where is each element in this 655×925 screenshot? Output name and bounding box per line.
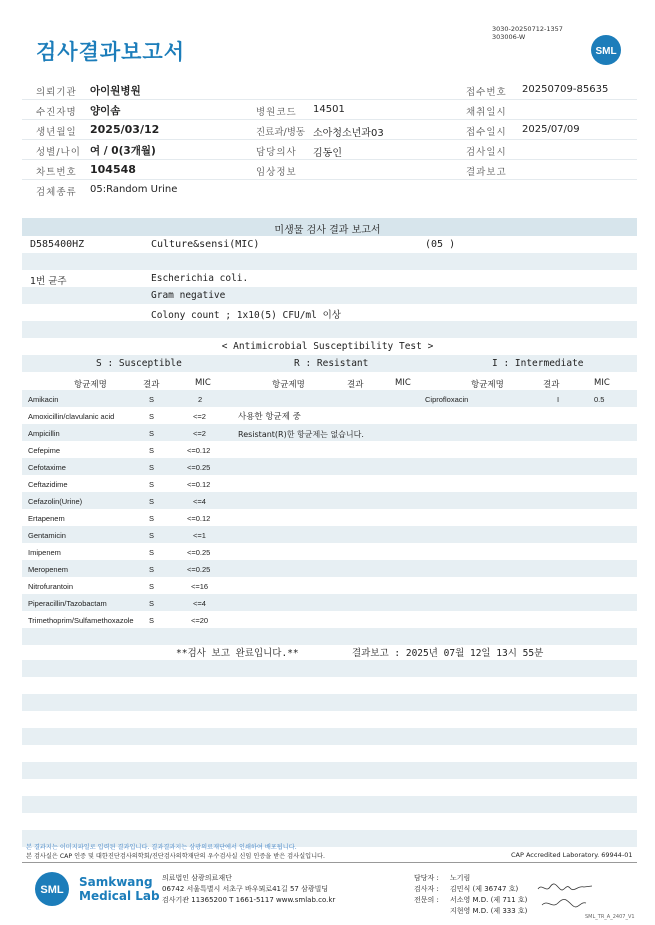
drug-mic: <=0.12 <box>187 480 211 489</box>
tester-label: 검사자 : <box>414 885 439 893</box>
drug-mic: 0.5 <box>594 395 605 404</box>
drug-mic: <=0.25 <box>187 463 211 472</box>
blank-band <box>22 728 637 745</box>
resistance-note-line-2: Resistant(R)한 항균제는 없습니다. <box>238 430 364 439</box>
drug-name: Ciprofloxacin <box>425 395 469 404</box>
birth-value: 2025/03/12 <box>90 123 160 136</box>
sml-logo <box>590 34 622 66</box>
gram-stain: Gram negative <box>151 290 226 301</box>
chart-value: 104548 <box>90 163 136 176</box>
col-mic-header: MIC <box>395 378 411 388</box>
dept-label: 진료과/병동 <box>256 127 306 138</box>
test-suffix: (05 ) <box>425 239 456 250</box>
drug-result: S <box>149 429 155 438</box>
drug-name: Cefotaxime <box>28 463 66 472</box>
specialist-label: 전문의 : <box>414 896 439 904</box>
drug-name: Amikacin <box>28 395 59 404</box>
info-row-5 <box>22 160 637 180</box>
info-row-4 <box>22 140 637 160</box>
drug-name: Meropenem <box>28 565 69 574</box>
row-band <box>22 594 637 611</box>
form-code: SML_TR_A_2407_V1 <box>585 914 635 920</box>
drug-name: Ertapenem <box>28 514 65 523</box>
legend-susceptible: S : Susceptible <box>96 358 182 369</box>
org-name: 의료법인 삼광의료재단 <box>162 874 232 882</box>
test-name: Culture&sensi(MIC) <box>151 239 260 250</box>
drug-mic: <=16 <box>191 582 209 591</box>
blank-band <box>22 762 637 779</box>
report-label: 결과보고 <box>466 167 507 178</box>
drug-result: S <box>149 582 155 591</box>
blank-band <box>22 321 637 338</box>
blank-band <box>22 660 637 677</box>
staff-name: 노기림 <box>450 874 471 882</box>
drug-result: S <box>149 480 155 489</box>
document-code-line-1: 3030-20250712-1357 <box>492 25 563 33</box>
patient-label: 수진자명 <box>36 107 77 118</box>
col-result-header: 결과 <box>347 380 364 390</box>
receipt-no-label: 접수번호 <box>466 87 507 98</box>
row-band <box>22 628 637 645</box>
col-result-header: 결과 <box>543 380 560 390</box>
drug-mic: 2 <box>198 395 203 404</box>
institution-value: 아이원병원 <box>90 85 141 97</box>
col-mic-header: MIC <box>195 378 211 388</box>
row-band <box>22 492 637 509</box>
drug-result: S <box>149 395 155 404</box>
blank-band <box>22 796 637 813</box>
drug-name: Cefepime <box>28 446 61 455</box>
test-datetime-label: 검사일시 <box>466 147 507 158</box>
row-band <box>22 390 637 407</box>
drug-mic: <=20 <box>191 616 209 625</box>
organism-name: Escherichia coli. <box>151 273 249 284</box>
drug-name: Trimethoprim/Sulfamethoxazole <box>28 616 134 625</box>
section-title: 미생물 검사 결과 보고서 <box>274 225 381 236</box>
drug-result: S <box>149 463 155 472</box>
doctor-label: 담당의사 <box>256 147 297 158</box>
drug-result: S <box>149 548 155 557</box>
drug-mic: <=0.25 <box>187 548 211 557</box>
birth-label: 생년월일 <box>36 127 77 138</box>
specimen-value: 05:Random Urine <box>90 184 178 195</box>
info-row-1 <box>22 80 637 100</box>
drug-mic: <=0.12 <box>187 446 211 455</box>
colony-count: Colony count ; 1x10(5) CFU/ml 이상 <box>151 310 341 321</box>
drug-mic: <=2 <box>193 412 206 421</box>
company-name-line-2: Medical Lab <box>79 889 160 903</box>
info-row-2 <box>22 100 637 120</box>
received-label: 접수일시 <box>466 127 507 138</box>
drug-name: Amoxicillin/clavulanic acid <box>28 412 115 421</box>
legend-resistant: R : Resistant <box>294 358 369 369</box>
footer-notice-2: 본 검사실은 CAP 인증 및 대한진단검사의학회/진단검사의학재단의 우수검사실 신임 인증을 받은 검사실입니다. <box>26 853 325 860</box>
drug-result: S <box>149 531 155 540</box>
drug-name: Ceftazidime <box>28 480 68 489</box>
staff-label: 담당자 : <box>414 874 439 882</box>
signature-image <box>536 879 596 915</box>
row-band <box>22 560 637 577</box>
sml-logo-text: SML <box>595 46 617 57</box>
chart-label: 차트번호 <box>36 167 77 178</box>
drug-result: S <box>149 565 155 574</box>
drug-name: Cefazolin(Urine) <box>28 497 83 506</box>
sml-footer-logo-text: SML <box>40 884 64 896</box>
sex-age-value: 여 / 0(3개월) <box>90 145 156 157</box>
document-code-line-2: 303006-W <box>492 33 526 41</box>
resistance-note-line-1: 사용한 항균제 중 <box>238 412 301 422</box>
test-code: D585400HZ <box>30 239 85 250</box>
institution-label: 의뢰기관 <box>36 87 77 98</box>
drug-mic: <=4 <box>193 497 206 506</box>
footer-divider <box>22 862 637 863</box>
drug-mic: <=4 <box>193 599 206 608</box>
specimen-label: 검체종류 <box>36 187 77 198</box>
drug-name: Nitrofurantoin <box>28 582 74 591</box>
drug-result: S <box>149 514 155 523</box>
drug-result: S <box>149 412 155 421</box>
collection-label: 채취일시 <box>466 107 507 118</box>
company-name <box>79 875 160 903</box>
col-mic-header: MIC <box>594 378 610 388</box>
drug-mic: <=0.25 <box>187 565 211 574</box>
col-drug-header: 항균제명 <box>74 380 107 390</box>
info-row-6 <box>22 180 637 200</box>
organism-label: 1번 균주 <box>30 276 67 287</box>
receipt-no-value: 20250709-85635 <box>522 84 609 95</box>
col-drug-header: 항균제명 <box>272 380 305 390</box>
page-title: 검사결과보고서 <box>36 40 186 64</box>
specialist-name-1: 서소영 M.D. (제 711 호) <box>450 896 528 904</box>
report-complete: **검사 보고 완료입니다.** <box>176 648 299 659</box>
tester-name: 김민식 (제 36747 호) <box>450 885 519 893</box>
row-band <box>22 526 637 543</box>
drug-name: Ampicillin <box>28 429 60 438</box>
drug-result: S <box>149 599 155 608</box>
org-contact: 검사기관 11365200 T 1661-5117 www.smlab.co.kr <box>162 896 336 904</box>
drug-name: Imipenem <box>28 548 61 557</box>
hospital-code-value: 14501 <box>313 104 345 115</box>
gram-band <box>22 287 637 304</box>
received-value: 2025/07/09 <box>522 124 580 135</box>
sml-footer-logo <box>34 871 74 907</box>
info-row-3 <box>22 120 637 140</box>
hospital-code-label: 병원코드 <box>256 107 297 118</box>
drug-mic: <=2 <box>193 429 206 438</box>
dept-value: 소아청소년과03 <box>313 128 384 139</box>
drug-mic: <=1 <box>193 531 206 540</box>
col-drug-header: 항균제명 <box>471 380 504 390</box>
drug-result: S <box>149 446 155 455</box>
legend-intermediate: I : Intermediate <box>492 358 584 369</box>
drug-result: S <box>149 616 155 625</box>
clinical-label: 임상정보 <box>256 167 297 178</box>
company-name-line-1: Samkwang <box>79 875 153 889</box>
blank-band <box>22 253 637 270</box>
org-address: 06742 서울특별시 서초구 바우뫼로41길 57 삼광빌딩 <box>162 885 329 893</box>
ast-title: < Antimicrobial Susceptibility Test > <box>221 341 434 352</box>
patient-value: 양이솜 <box>90 105 121 117</box>
drug-mic: <=0.12 <box>187 514 211 523</box>
footer-notice-1: 본 결과지는 이미지파일로 입력된 결과입니다. 결과결과지는 삼광의료재단에서 인쇄하여 배포됩니다. <box>26 844 297 851</box>
specialist-name-2: 지현영 M.D. (제 333 호) <box>450 907 528 915</box>
report-time: 결과보고 : 2025년 07월 12일 13시 55분 <box>352 648 544 659</box>
sex-age-label: 성별/나이 <box>36 147 81 158</box>
doctor-value: 김동인 <box>313 148 342 159</box>
drug-name: Gentamicin <box>28 531 66 540</box>
col-result-header: 결과 <box>143 380 160 390</box>
drug-name: Piperacillin/Tazobactam <box>28 599 107 608</box>
drug-result: S <box>149 497 155 506</box>
row-band <box>22 458 637 475</box>
cap-accreditation: CAP Accredited Laboratory. 69944-01 <box>511 851 633 859</box>
blank-band <box>22 694 637 711</box>
drug-result: I <box>557 395 560 404</box>
document-code <box>492 25 563 41</box>
